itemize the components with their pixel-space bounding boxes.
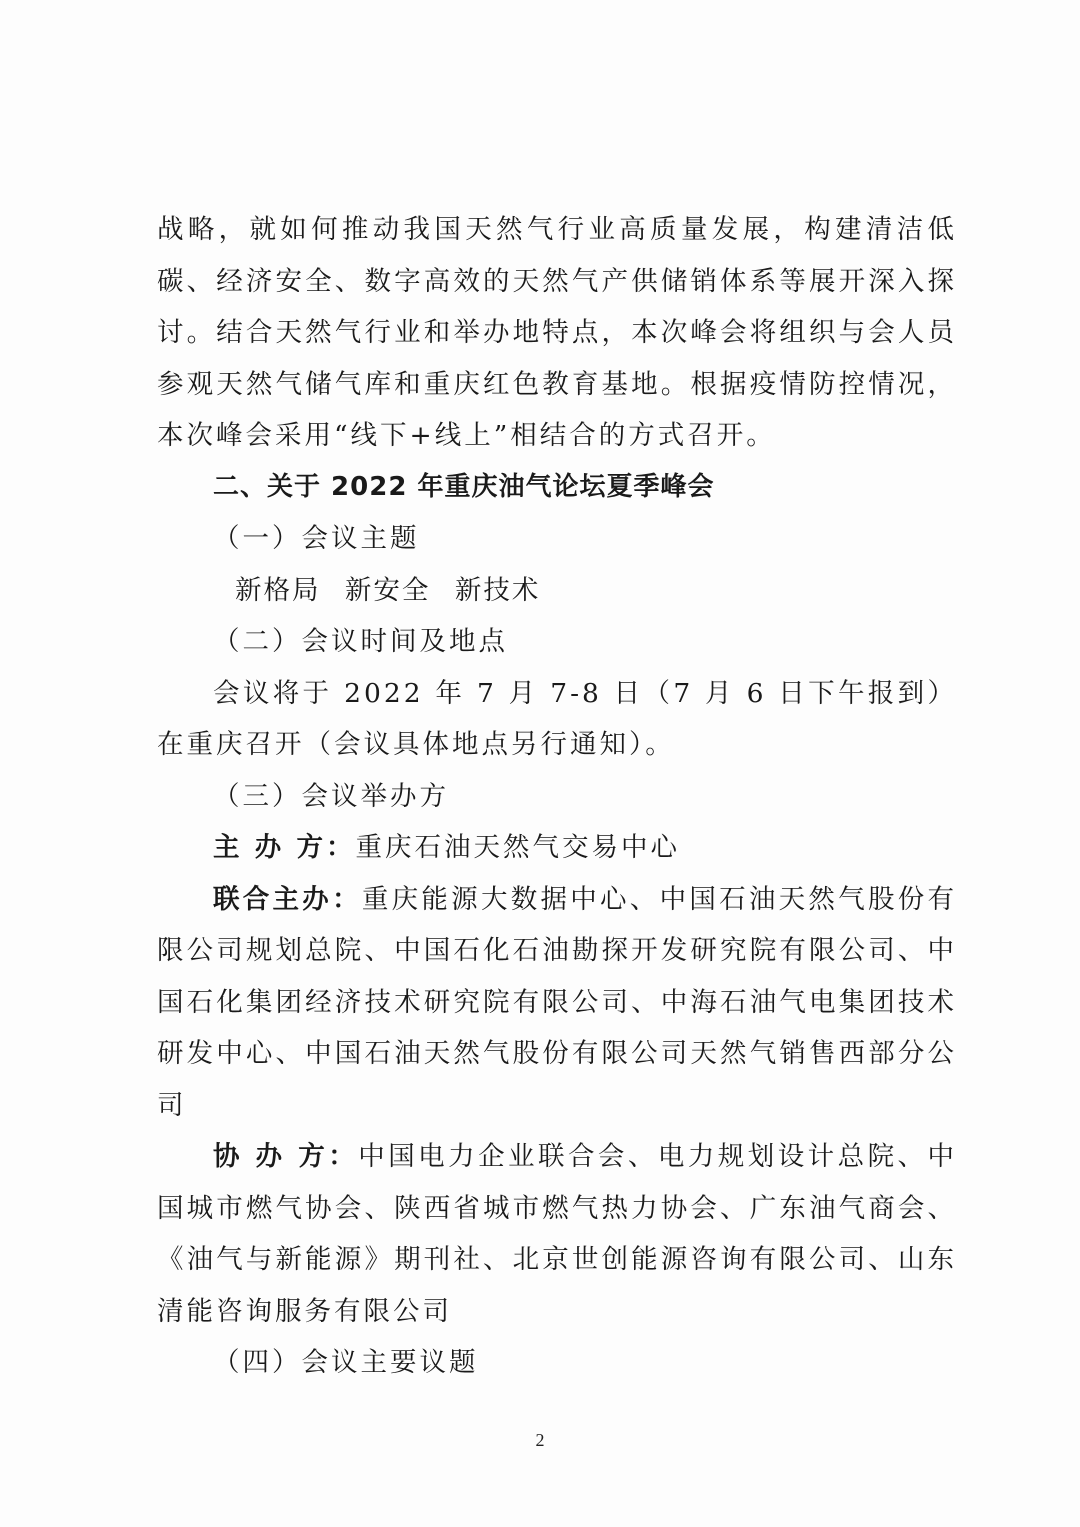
host-label: 主 办 方： <box>213 832 356 863</box>
host-paragraph <box>157 822 957 874</box>
cohost-paragraph <box>157 874 957 1132</box>
subsection-title-theme: （一）会议主题 <box>213 523 420 554</box>
section-heading: 二、关于 2022 年重庆油气论坛夏季峰会 <box>213 471 715 502</box>
time-place-paragraph: 会议将于 2022 年 7 月 7-8 日（7 月 6 日下午报到）在重庆召开（会议具体地点另行通知）。 <box>157 677 957 760</box>
subsection-title-time-place: （二）会议时间及地点 <box>213 626 508 657</box>
document-body <box>157 204 957 1389</box>
coorganizer-paragraph <box>157 1131 957 1337</box>
subsection-title-organizers: （三）会议举办方 <box>213 780 449 812</box>
intro-paragraph: 战略，就如何推动我国天然气行业高质量发展，构建清洁低碳、经济安全、数字高效的天然气产供储销体系等展开深入探讨。结合天然气行业和举办地特点，本次峰会将组织与会人员参观天然气储气库和重庆红色教育基地。根据疫情防控情况，本次峰会采用“线下+线上”相结合的方式召开。 <box>157 214 957 451</box>
host-value: 重庆石油天然气交易中心 <box>355 832 680 863</box>
page-number: 2 <box>535 1430 545 1450</box>
coorganizer-value: 中国电力企业联合会、电力规划设计总院、中国城市燃气协会、陕西省城市燃气热力协会、广东油气商会、《油气与新能源》期刊社、北京世创能源咨询有限公司、山东清能咨询服务有限公司 <box>157 1141 958 1327</box>
coorganizer-label: 协 办 方： <box>213 1141 359 1172</box>
cohost-label: 联合主办： <box>213 883 362 915</box>
subsection-title-topics: （四）会议主要议题 <box>213 1347 479 1378</box>
meeting-theme: 新格局 新安全 新技术 <box>235 574 541 606</box>
cohost-value: 重庆能源大数据中心、中国石油天然气股份有限公司规划总院、中国石化石油勘探开发研究院有限公司、中国石化集团经济技术研究院有限公司、中海石油气电集团技术研发中心、中国石油天然气股份有限公司天然气销售西部分公司 <box>157 883 958 1121</box>
